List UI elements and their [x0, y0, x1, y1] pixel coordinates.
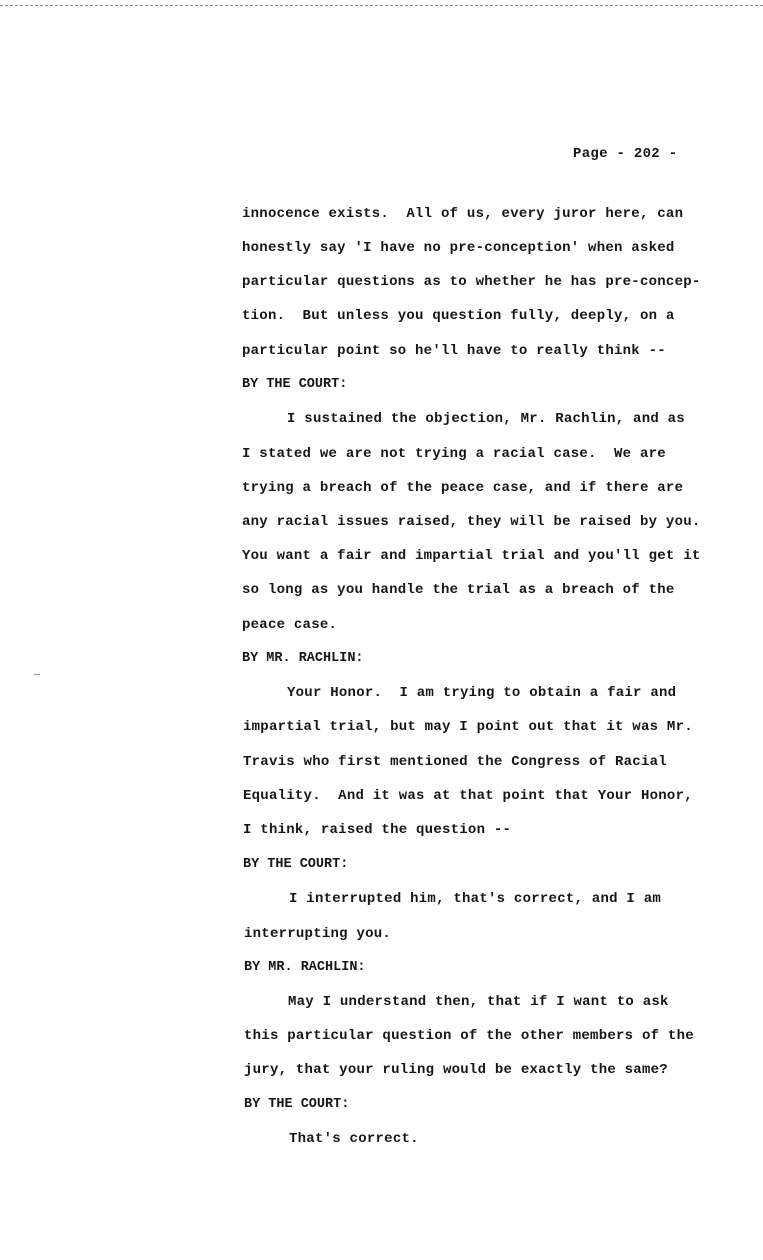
transcript-line: You want a fair and impartial trial and you'll get it	[242, 548, 701, 564]
transcript-line: May I understand then, that if I want to ask	[288, 994, 669, 1010]
transcript-line: this particular question of the other members of the	[244, 1028, 694, 1044]
transcript-line: innocence exists. All of us, every juror here, can	[242, 206, 684, 222]
speaker-label: BY MR. RACHLIN:	[242, 651, 364, 666]
transcript-line: honestly say 'I have no pre-conception' when asked	[242, 240, 675, 256]
speaker-label: BY THE COURT:	[243, 857, 349, 872]
transcript-line: Your Honor. I am trying to obtain a fair and	[287, 685, 677, 701]
transcript-line: peace case.	[242, 617, 338, 633]
transcript-line: particular questions as to whether he has pre-concep-	[242, 274, 701, 290]
transcript-line: particular point so he'll have to really think --	[242, 343, 666, 359]
transcript-line: impartial trial, but may I point out that it was Mr.	[243, 719, 693, 735]
transcript-line: tion. But unless you question fully, deeply, on a	[242, 308, 675, 324]
transcript-line: I think, raised the question --	[243, 822, 512, 838]
transcript-line: trying a breach of the peace case, and if there are	[242, 480, 684, 496]
transcript-line: Equality. And it was at that point that Your Honor,	[243, 788, 693, 804]
transcript-line: I sustained the objection, Mr. Rachlin, and as	[287, 411, 685, 427]
page-number: Page - 202 -	[573, 146, 678, 162]
transcript-line: interrupting you.	[244, 926, 392, 942]
transcript-line: I interrupted him, that's correct, and I am	[289, 891, 662, 907]
top-edge-rule	[0, 5, 763, 6]
speaker-label: BY MR. RACHLIN:	[244, 960, 366, 975]
margin-mark	[34, 674, 40, 675]
transcript-line: I stated we are not trying a racial case. We are	[242, 446, 666, 462]
transcript-line: jury, that your ruling would be exactly the same?	[244, 1062, 668, 1078]
speaker-label: BY THE COURT:	[242, 377, 348, 392]
speaker-label: BY THE COURT:	[244, 1097, 350, 1112]
transcript-line: Travis who first mentioned the Congress of Racial	[243, 754, 667, 770]
transcript-line: That's correct.	[289, 1131, 419, 1147]
transcript-line: any racial issues raised, they will be raised by you.	[242, 514, 701, 530]
transcript-line: so long as you handle the trial as a breach of the	[242, 582, 675, 598]
